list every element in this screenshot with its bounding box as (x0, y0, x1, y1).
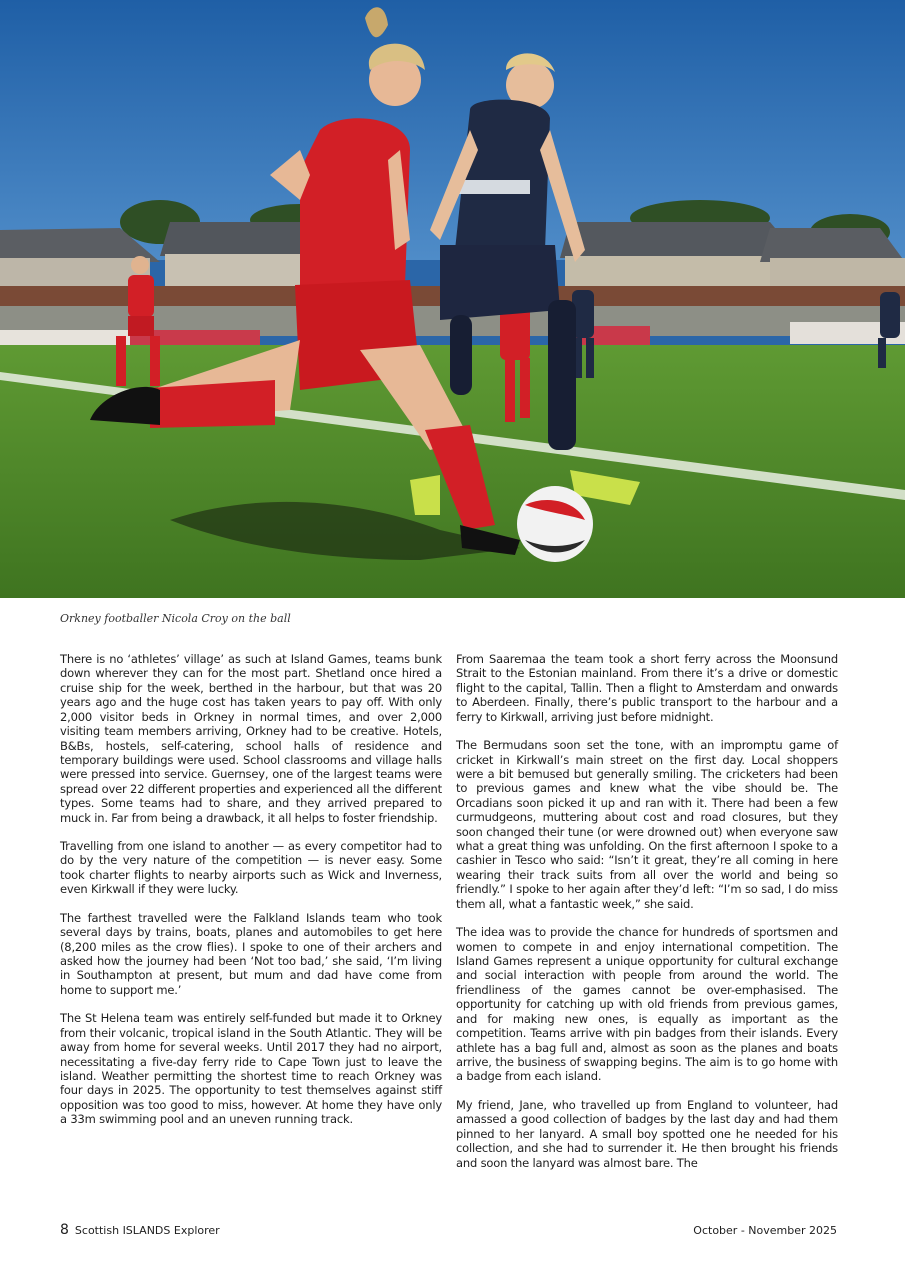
paragraph: The Bermudans soon set the tone, with an impromptu game of cricket in Kirkwall’s main street on the first day. Local shoppers were a bit bemused but generally smiling. The cricketers had been to previous games and knew what the vibe should be. The Orcadians soon picked it up and ran with it. There had been a few curmudgeons, muttering about cost and road closures, but they soon changed their tune (or were drowned out) when everyone saw what a great thing was unfolding. On the first afternoon I spoke to a cashier in Tesco who said: “Isn’t it great, they’re all coming in here wearing their track suits from all over the world and being so friendly.” I spoke to her again after they’d left: “I’m so sad, I do miss them all, what a fantastic week,” she said. (456, 738, 838, 911)
paragraph: The idea was to provide the chance for hundreds of sportsmen and women to compete in and enjoy international competition. The Island Games represent a unique opportunity for cultural exchange and social interaction with people from around the world. The friendliness of the games cannot be over-emphasised. The opportunity for catching up with old friends from previous games, and for making new ones, is equally as important as the competition. Teams arrive with pin badges from their islands. Every athlete has a bag full and, almost as soon as the planes and boats arrive, the business of swapping begins. The aim is to go home with a badge from each island. (456, 925, 838, 1084)
page-footer-left (60, 1222, 220, 1238)
article-column-right (456, 652, 838, 1184)
football (517, 486, 593, 562)
page-number: 8 (60, 1222, 69, 1238)
paragraph: From Saaremaa the team took a short ferry across the Moonsund Strait to the Estonian mainland. From there it’s a drive or domestic flight to the capital, Tallin. Then a flight to Amsterdam and onwards to Aberdeen. Finally, there’s public transport to the harbour and a ferry to Kirkwall, arriving just before midnight. (456, 652, 838, 724)
paragraph: The St Helena team was entirely self-funded but made it to Orkney from their volcanic, tropical island in the South Atlantic. They will be away from home for several weeks. Until 2017 they had no airport, necessitating a five-day ferry ride to Cape Town just to leave the island. Weather permitting the shortest time to reach Orkney was four days in 2025. The opportunity to test themselves against stiff opposition was too good to miss, however. At home they have only a 33m swimming pool and an uneven running track. (60, 1011, 442, 1127)
photo-caption: Orkney footballer Nicola Croy on the ball (60, 612, 291, 625)
paragraph: My friend, Jane, who travelled up from England to volunteer, had amassed a good collection of badges by the last day and had them pinned to her lanyard. A small boy spotted one he needed for his collection, and she had to surrender it. He then brought his friends and soon the lanyard was almost bare. The (456, 1097, 838, 1170)
publication-name: Scottish ISLANDS Explorer (74, 1224, 220, 1237)
issue-date: October - November 2025 (693, 1224, 837, 1237)
hero-photo (0, 0, 905, 598)
football-match-illustration (0, 0, 905, 598)
paragraph: The farthest travelled were the Falkland Islands team who took several days by trains, boats, planes and automobiles to get here (8,200 miles as the crow flies). I spoke to one of their archers and asked how the journey had been ‘Not too bad,’ she said, ‘I’m living in Southampton at present, but mum and dad have come from home to support me.’ (60, 910, 442, 997)
paragraph: Travelling from one island to another — as every competitor had to do by the very nature of the competition — is never easy. Some took charter flights to nearby airports such as Wick and Inverness, even Kirkwall if they were lucky. (60, 839, 442, 897)
paragraph: There is no ‘athletes’ village’ as such at Island Games, teams bunk down wherever they can for the most part. Shetland once hired a cruise ship for the week, berthed in the harbour, but that was 20 years ago and the huge cost has taken years to pay off. With only 2,000 visitor beds in Orkney in normal times, and over 2,000 visiting team members arriving, Orkney had to be creative. Hotels, B&Bs, hostels, self-catering, school halls of residence and temporary buildings were used. School classrooms and village halls were pressed into service. Guernsey, one of the largest teams were spread over 22 different properties and experienced all the different types. Some teams had to share, and they arrived prepared to muck in. Far from being a drawback, it all helps to foster friendship. (60, 652, 442, 825)
article-column-left (60, 652, 442, 1141)
